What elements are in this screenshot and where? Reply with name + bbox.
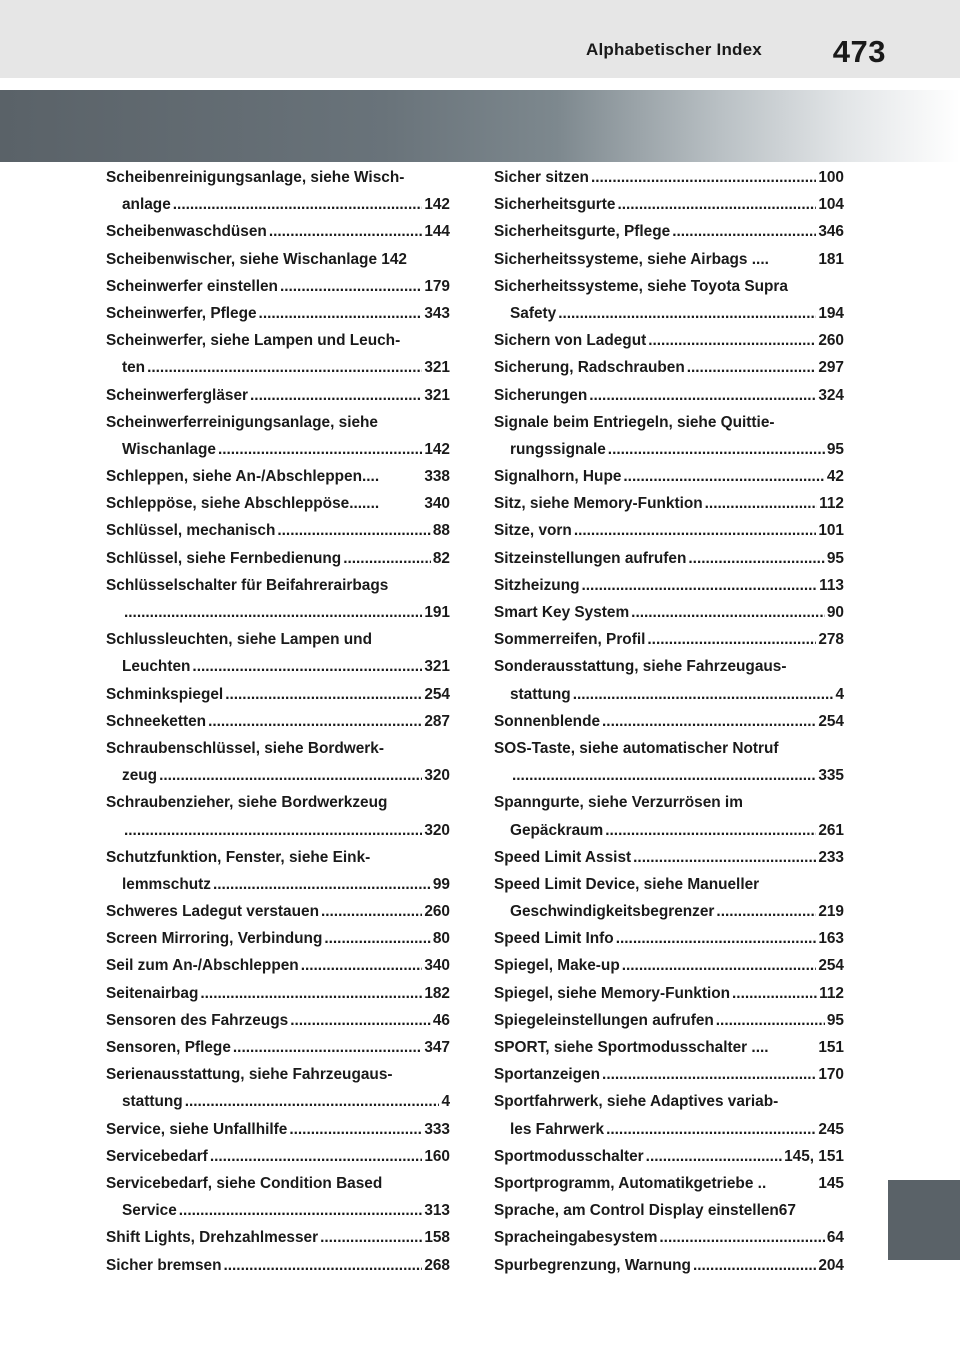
index-entry-text: les Fahrwerk bbox=[510, 1120, 605, 1138]
index-entry-page: 4 bbox=[835, 685, 844, 703]
index-entry-text: Schraubenschlüssel, siehe Bordwerk- bbox=[106, 739, 384, 757]
index-entry bbox=[494, 898, 844, 925]
index-entry-text: Sitze, vorn bbox=[494, 522, 572, 540]
index-entry-text: Scheinwerfer, siehe Lampen und Leuch- bbox=[106, 332, 401, 350]
index-entry bbox=[106, 1034, 450, 1061]
header-band bbox=[0, 0, 960, 78]
index-entry-text: Leuchten bbox=[122, 658, 191, 676]
index-entry bbox=[106, 1116, 450, 1143]
index-entry-page: 142 bbox=[424, 196, 450, 214]
index-entry bbox=[494, 1116, 844, 1143]
index-entry-page: 64 bbox=[826, 1229, 844, 1247]
dot-leader bbox=[200, 980, 422, 1007]
index-entry-page: 142 bbox=[424, 440, 450, 458]
index-entry-text: Sicherheitssysteme, siehe Airbags .... bbox=[494, 250, 769, 268]
index-entry-text: Sonnenblende bbox=[494, 712, 601, 730]
index-entry-text: Sportfahrwerk, siehe Adaptives variab- bbox=[494, 1093, 779, 1111]
index-entry bbox=[106, 681, 450, 708]
index-entry-page: 278 bbox=[818, 631, 844, 649]
index-entry-page: 95 bbox=[826, 1011, 844, 1029]
index-entry-text: SPORT, siehe Sportmodusschalter .... bbox=[494, 1039, 769, 1056]
index-entry bbox=[106, 1088, 450, 1115]
dot-leader bbox=[633, 844, 816, 871]
index-entry-text: Scheinwerfer einstellen bbox=[106, 277, 278, 295]
index-entry bbox=[106, 817, 450, 844]
index-entry-page: 347 bbox=[424, 1039, 450, 1056]
index-entry-page: 46 bbox=[432, 1011, 450, 1029]
index-entry-text: Seil zum An-/Abschleppen bbox=[106, 957, 299, 975]
index-entry-text: Schlüsselschalter für Beifahrerairbags bbox=[106, 576, 389, 594]
index-entry-text: Sensoren des Fahrzeugs bbox=[106, 1011, 289, 1029]
index-entry bbox=[494, 599, 844, 626]
index-entry-text: Speed Limit Device, siehe Manueller bbox=[494, 875, 760, 893]
index-entry-page: 233 bbox=[818, 848, 844, 866]
dot-leader bbox=[223, 1252, 422, 1279]
index-entry-page: 254 bbox=[424, 685, 450, 703]
index-entry bbox=[494, 735, 844, 762]
index-entry-text: Scheibenwaschdüsen bbox=[106, 223, 267, 241]
index-entry-text: Sicher bremsen bbox=[106, 1256, 222, 1274]
index-entry-text: Sitz, siehe Memory-Funktion bbox=[494, 495, 703, 513]
dot-leader bbox=[269, 218, 423, 245]
index-entry-page: 333 bbox=[424, 1120, 450, 1138]
index-entry-text: Seitenairbag bbox=[106, 984, 199, 1002]
index-entry-text: Schutzfunktion, Fenster, siehe Eink- bbox=[106, 848, 371, 866]
index-entry-page: 254 bbox=[818, 957, 844, 975]
index-entry-page: 90 bbox=[826, 604, 844, 621]
index-entry bbox=[106, 844, 450, 871]
index-entry-text: Screen Mirroring, Verbindung bbox=[106, 930, 323, 948]
index-entry-text: Signale beim Entriegeln, siehe Quittie- bbox=[494, 413, 775, 431]
index-entry-text: Spanngurte, siehe Verzurrösen im bbox=[494, 794, 743, 812]
index-entry-text: Sicherung, Radschrauben bbox=[494, 359, 685, 377]
index-entry-text: Wischanlage bbox=[122, 440, 216, 458]
index-entry-page: 4 bbox=[441, 1093, 450, 1111]
index-entry-text: Sportprogramm, Automatikgetriebe .. bbox=[494, 1174, 767, 1192]
index-column-left bbox=[106, 164, 450, 1279]
index-entry-page: 163 bbox=[818, 930, 844, 948]
index-entry-page: 321 bbox=[424, 359, 450, 377]
index-entry bbox=[494, 327, 844, 354]
index-entry-page: 321 bbox=[424, 658, 450, 676]
index-entry-page: 88 bbox=[432, 522, 450, 540]
section-title: Alphabetischer Index bbox=[586, 40, 762, 59]
index-entry-text: Sonderausstattung, siehe Fahrzeugaus- bbox=[494, 658, 787, 676]
index-entry bbox=[494, 789, 844, 816]
index-entry-text: stattung bbox=[122, 1093, 183, 1111]
index-entry-page: 287 bbox=[424, 712, 450, 730]
dot-leader bbox=[602, 708, 816, 735]
index-entry bbox=[106, 762, 450, 789]
index-entry bbox=[106, 218, 450, 245]
index-entry-page: 343 bbox=[424, 304, 450, 322]
dot-leader bbox=[324, 925, 431, 952]
index-entry-text: Spracheingabesystem bbox=[494, 1229, 658, 1247]
dot-leader bbox=[558, 300, 816, 327]
index-entry bbox=[106, 164, 450, 191]
index-entry-text: Schneeketten bbox=[106, 712, 207, 730]
dot-leader bbox=[147, 354, 422, 381]
index-entry bbox=[106, 735, 450, 762]
index-entry-page: 268 bbox=[424, 1256, 450, 1274]
index-entry-text: Scheibenreinigungsanlage, siehe Wisch- bbox=[106, 169, 405, 186]
dot-leader bbox=[648, 327, 816, 354]
index-entry-text: Sicherungen bbox=[494, 386, 588, 404]
index-entry bbox=[494, 164, 844, 191]
index-entry-page: 82 bbox=[432, 549, 450, 567]
dot-leader bbox=[659, 1224, 824, 1251]
index-entry bbox=[494, 436, 844, 463]
index-entry bbox=[494, 762, 844, 789]
index-entry bbox=[106, 354, 450, 381]
index-entry-page: 194 bbox=[818, 304, 844, 322]
chapter-side-tab bbox=[888, 1180, 960, 1260]
dot-leader bbox=[280, 273, 422, 300]
index-entry-page: 80 bbox=[432, 930, 450, 948]
index-entry bbox=[494, 545, 844, 572]
index-entry-text: Service, siehe Unfallhilfe bbox=[106, 1120, 288, 1138]
dot-leader bbox=[687, 354, 817, 381]
index-entry bbox=[494, 382, 844, 409]
index-entry-page: 191 bbox=[424, 604, 450, 621]
index-entry bbox=[106, 952, 450, 979]
index-entry bbox=[494, 952, 844, 979]
dot-leader bbox=[185, 1088, 440, 1115]
dot-leader bbox=[290, 1007, 431, 1034]
index-entry-text: Spiegel, Make-up bbox=[494, 957, 620, 975]
index-entry bbox=[106, 898, 450, 925]
index-entry-text: rungssignale bbox=[510, 440, 606, 458]
index-entry bbox=[106, 599, 450, 626]
dot-leader bbox=[605, 817, 816, 844]
index-entry bbox=[106, 1224, 450, 1251]
index-entry bbox=[494, 490, 844, 517]
dot-leader bbox=[617, 191, 816, 218]
dot-leader bbox=[192, 653, 422, 680]
index-entry-page: 112 bbox=[819, 495, 844, 513]
index-entry-page: 182 bbox=[424, 984, 450, 1002]
index-entry bbox=[494, 653, 844, 680]
index-entry-page: 260 bbox=[818, 332, 844, 350]
dot-leader bbox=[591, 164, 816, 191]
index-entry bbox=[494, 980, 844, 1007]
index-entry bbox=[494, 246, 844, 273]
index-entry bbox=[494, 354, 844, 381]
index-entry-page: 261 bbox=[818, 821, 844, 839]
index-entry-text: SOS-Taste, siehe automatischer Notruf bbox=[494, 739, 779, 757]
index-entry-page: 340 bbox=[424, 957, 450, 975]
index-entry bbox=[106, 409, 450, 436]
index-entry-text: Sportmodusschalter bbox=[494, 1147, 644, 1165]
index-entry bbox=[106, 382, 450, 409]
index-entry bbox=[494, 1034, 844, 1061]
dot-leader bbox=[631, 599, 825, 626]
index-entry-page: 260 bbox=[424, 903, 450, 921]
index-entry-page: 145 bbox=[818, 1174, 844, 1192]
index-entry bbox=[494, 1224, 844, 1251]
dot-leader bbox=[608, 436, 825, 463]
index-entry bbox=[106, 436, 450, 463]
decorative-banner bbox=[0, 90, 960, 162]
dot-leader bbox=[647, 626, 816, 653]
index-entry-text: Sensoren, Pflege bbox=[106, 1039, 231, 1056]
dot-leader bbox=[574, 517, 816, 544]
dot-leader bbox=[213, 871, 431, 898]
dot-leader bbox=[259, 300, 423, 327]
index-entry-page: 151 bbox=[818, 1039, 844, 1056]
index-entry bbox=[106, 545, 450, 572]
index-entry-page: 95 bbox=[826, 440, 844, 458]
index-entry-page: 335 bbox=[818, 767, 844, 785]
index-entry-text: Sicher sitzen bbox=[494, 169, 589, 186]
index-entry-text: Sommerreifen, Profil bbox=[494, 631, 646, 649]
index-entry-text: Schweres Ladegut verstauen bbox=[106, 903, 319, 921]
index-entry bbox=[106, 871, 450, 898]
index-entry-page: 320 bbox=[424, 767, 450, 785]
dot-leader bbox=[693, 1252, 816, 1279]
index-entry-text: Scheinwerfer, Pflege bbox=[106, 304, 257, 322]
index-entry-page: 321 bbox=[424, 386, 450, 404]
index-entry-page: 160 bbox=[424, 1147, 450, 1165]
index-entry-page: 99 bbox=[432, 875, 450, 893]
index-entry-text: Shift Lights, Drehzahlmesser bbox=[106, 1229, 319, 1247]
index-entry-text: Sichern von Ladegut bbox=[494, 332, 647, 350]
dot-leader bbox=[512, 762, 816, 789]
index-entry-page: 95 bbox=[826, 549, 844, 567]
index-entry-text: Sitzheizung bbox=[494, 576, 580, 594]
index-entry-text: Schleppen, siehe An-/Abschleppen.... bbox=[106, 468, 380, 486]
index-entry bbox=[494, 409, 844, 436]
index-entry bbox=[106, 1252, 450, 1279]
index-entry-text: Spurbegrenzung, Warnung bbox=[494, 1256, 691, 1274]
index-entry-page: 104 bbox=[818, 196, 844, 214]
index-entry bbox=[494, 626, 844, 653]
index-entry-text: Sicherheitsgurte bbox=[494, 196, 616, 214]
index-entry bbox=[106, 490, 450, 517]
dot-leader bbox=[732, 980, 817, 1007]
index-entry bbox=[106, 626, 450, 653]
dot-leader bbox=[301, 952, 423, 979]
index-entry-page: 245 bbox=[818, 1120, 844, 1138]
index-entry bbox=[106, 925, 450, 952]
index-entry-page: 42 bbox=[826, 468, 844, 486]
index-entry bbox=[106, 1143, 450, 1170]
index-entry-page: 254 bbox=[818, 712, 844, 730]
index-entry-text: Servicebedarf, siehe Condition Based bbox=[106, 1174, 383, 1192]
dot-leader bbox=[173, 191, 423, 218]
dot-leader bbox=[250, 382, 422, 409]
index-entry bbox=[494, 1197, 844, 1224]
dot-leader bbox=[343, 545, 431, 572]
index-entry bbox=[106, 572, 450, 599]
index-entry bbox=[494, 463, 844, 490]
index-entry bbox=[106, 789, 450, 816]
index-entry-text: Servicebedarf bbox=[106, 1147, 208, 1165]
index-entry bbox=[494, 191, 844, 218]
index-entry-text: Schraubenzieher, siehe Bordwerkzeug bbox=[106, 794, 388, 812]
index-entry bbox=[106, 980, 450, 1007]
index-entry-text: Schminkspiegel bbox=[106, 685, 224, 703]
index-entry-text: Schleppöse, siehe Abschleppöse....... bbox=[106, 495, 380, 513]
index-entry-page: 179 bbox=[424, 277, 450, 295]
index-entry-page: 181 bbox=[818, 250, 844, 268]
index-entry bbox=[106, 1197, 450, 1224]
index-entry bbox=[494, 1252, 844, 1279]
dot-leader bbox=[616, 925, 817, 952]
index-entry-page: 113 bbox=[819, 576, 844, 594]
index-entry-text: Schlüssel, mechanisch bbox=[106, 522, 276, 540]
index-entry-text: Schlüssel, siehe Fernbedienung bbox=[106, 549, 342, 567]
index-entry bbox=[106, 300, 450, 327]
index-entry-page: 100 bbox=[818, 169, 844, 186]
dot-leader bbox=[573, 681, 834, 708]
index-entry-text: stattung bbox=[510, 685, 571, 703]
index-entry bbox=[106, 191, 450, 218]
index-entry bbox=[106, 708, 450, 735]
index-entry-text: zeug bbox=[122, 767, 158, 785]
index-entry-page: 219 bbox=[818, 903, 844, 921]
dot-leader bbox=[622, 952, 817, 979]
index-entry-text: Signalhorn, Hupe bbox=[494, 468, 622, 486]
dot-leader bbox=[159, 762, 422, 789]
dot-leader bbox=[208, 708, 422, 735]
index-entry-text: Sicherheitssysteme, siehe Toyota Supra bbox=[494, 277, 788, 295]
index-entry bbox=[106, 463, 450, 490]
dot-leader bbox=[289, 1116, 422, 1143]
index-entry-text: Service bbox=[122, 1202, 177, 1220]
index-entry-page: 204 bbox=[818, 1256, 844, 1274]
dot-leader bbox=[124, 817, 422, 844]
index-entry-page: 158 bbox=[424, 1229, 450, 1247]
index-entry bbox=[494, 925, 844, 952]
index-entry bbox=[494, 572, 844, 599]
index-entry-text: Smart Key System bbox=[494, 604, 630, 621]
index-entry-page: 145, 151 bbox=[784, 1147, 844, 1165]
dot-leader bbox=[623, 463, 824, 490]
index-entry-text: Scheibenwischer, siehe Wischanlage 142 bbox=[106, 250, 407, 268]
index-entry bbox=[494, 273, 844, 300]
index-entry-text: Sitzeinstellungen aufrufen bbox=[494, 549, 687, 567]
index-entry bbox=[494, 1007, 844, 1034]
page-number: 473 bbox=[832, 34, 886, 69]
dot-leader bbox=[233, 1034, 422, 1061]
dot-leader bbox=[210, 1143, 423, 1170]
index-entry-text: lemmschutz bbox=[122, 875, 211, 893]
index-entry-page: 112 bbox=[819, 984, 844, 1002]
index-entry bbox=[494, 1143, 844, 1170]
index-entry-text: Spiegeleinstellungen aufrufen bbox=[494, 1011, 714, 1029]
index-entry bbox=[494, 681, 844, 708]
index-entry bbox=[494, 1088, 844, 1115]
dot-leader bbox=[589, 382, 816, 409]
dot-leader bbox=[688, 545, 824, 572]
index-entry-text: Safety bbox=[510, 304, 557, 322]
index-entry bbox=[494, 517, 844, 544]
dot-leader bbox=[672, 218, 816, 245]
dot-leader bbox=[218, 436, 422, 463]
index-entry bbox=[106, 1007, 450, 1034]
dot-leader bbox=[716, 1007, 825, 1034]
index-entry bbox=[494, 817, 844, 844]
dot-leader bbox=[124, 599, 422, 626]
index-entry bbox=[494, 1061, 844, 1088]
index-entry-text: Sportanzeigen bbox=[494, 1066, 601, 1084]
index-entry-text: Schlussleuchten, siehe Lampen und bbox=[106, 631, 372, 649]
index-entry bbox=[106, 653, 450, 680]
index-entry bbox=[106, 246, 450, 273]
index-entry-text: Scheinwerfergläser bbox=[106, 386, 249, 404]
index-entry-page: 297 bbox=[818, 359, 844, 377]
index-entry-text: Sprache, am Control Display einstellen67 bbox=[494, 1202, 796, 1220]
index-entry-text: Serienausstattung, siehe Fahrzeugaus- bbox=[106, 1066, 393, 1084]
index-entry-text: Speed Limit Assist bbox=[494, 848, 632, 866]
index-entry-text: ten bbox=[122, 359, 146, 377]
dot-leader bbox=[602, 1061, 816, 1088]
index-entry-page: 320 bbox=[424, 821, 450, 839]
index-entry-page: 346 bbox=[818, 223, 844, 241]
dot-leader bbox=[705, 490, 818, 517]
index-entry-page: 144 bbox=[424, 223, 450, 241]
dot-leader bbox=[646, 1143, 782, 1170]
index-entry-text: Gepäckraum bbox=[510, 821, 604, 839]
index-entry-page: 324 bbox=[818, 386, 844, 404]
index-entry bbox=[106, 1170, 450, 1197]
index-entry-page: 313 bbox=[424, 1202, 450, 1220]
dot-leader bbox=[321, 898, 422, 925]
index-entry-text: Geschwindigkeitsbegrenzer bbox=[510, 903, 715, 921]
dot-leader bbox=[582, 572, 818, 599]
index-entry bbox=[106, 327, 450, 354]
dot-leader bbox=[277, 517, 431, 544]
index-column-right bbox=[494, 164, 844, 1279]
index-entry-text: Spiegel, siehe Memory-Funktion bbox=[494, 984, 731, 1002]
index-entry-text: Speed Limit Info bbox=[494, 930, 614, 948]
index-entry bbox=[106, 517, 450, 544]
index-entry-page: 338 bbox=[424, 468, 450, 486]
index-entry-page: 340 bbox=[424, 495, 450, 513]
dot-leader bbox=[225, 681, 422, 708]
index-entry bbox=[494, 708, 844, 735]
dot-leader bbox=[320, 1224, 422, 1251]
index-entry bbox=[494, 1170, 844, 1197]
index-entry bbox=[494, 871, 844, 898]
dot-leader bbox=[606, 1116, 816, 1143]
index-entry-text: Sicherheitsgurte, Pflege bbox=[494, 223, 671, 241]
index-entry bbox=[494, 218, 844, 245]
index-entry-text: Scheinwerferreinigungsanlage, siehe bbox=[106, 413, 378, 431]
index-entry-text: anlage bbox=[122, 196, 171, 214]
dot-leader bbox=[179, 1197, 423, 1224]
index-entry-page: 101 bbox=[818, 522, 844, 540]
dot-leader bbox=[716, 898, 816, 925]
index-entry bbox=[494, 300, 844, 327]
index-entry bbox=[494, 844, 844, 871]
index-entry-page: 170 bbox=[818, 1066, 844, 1084]
index-entry bbox=[106, 1061, 450, 1088]
index-entry bbox=[106, 273, 450, 300]
